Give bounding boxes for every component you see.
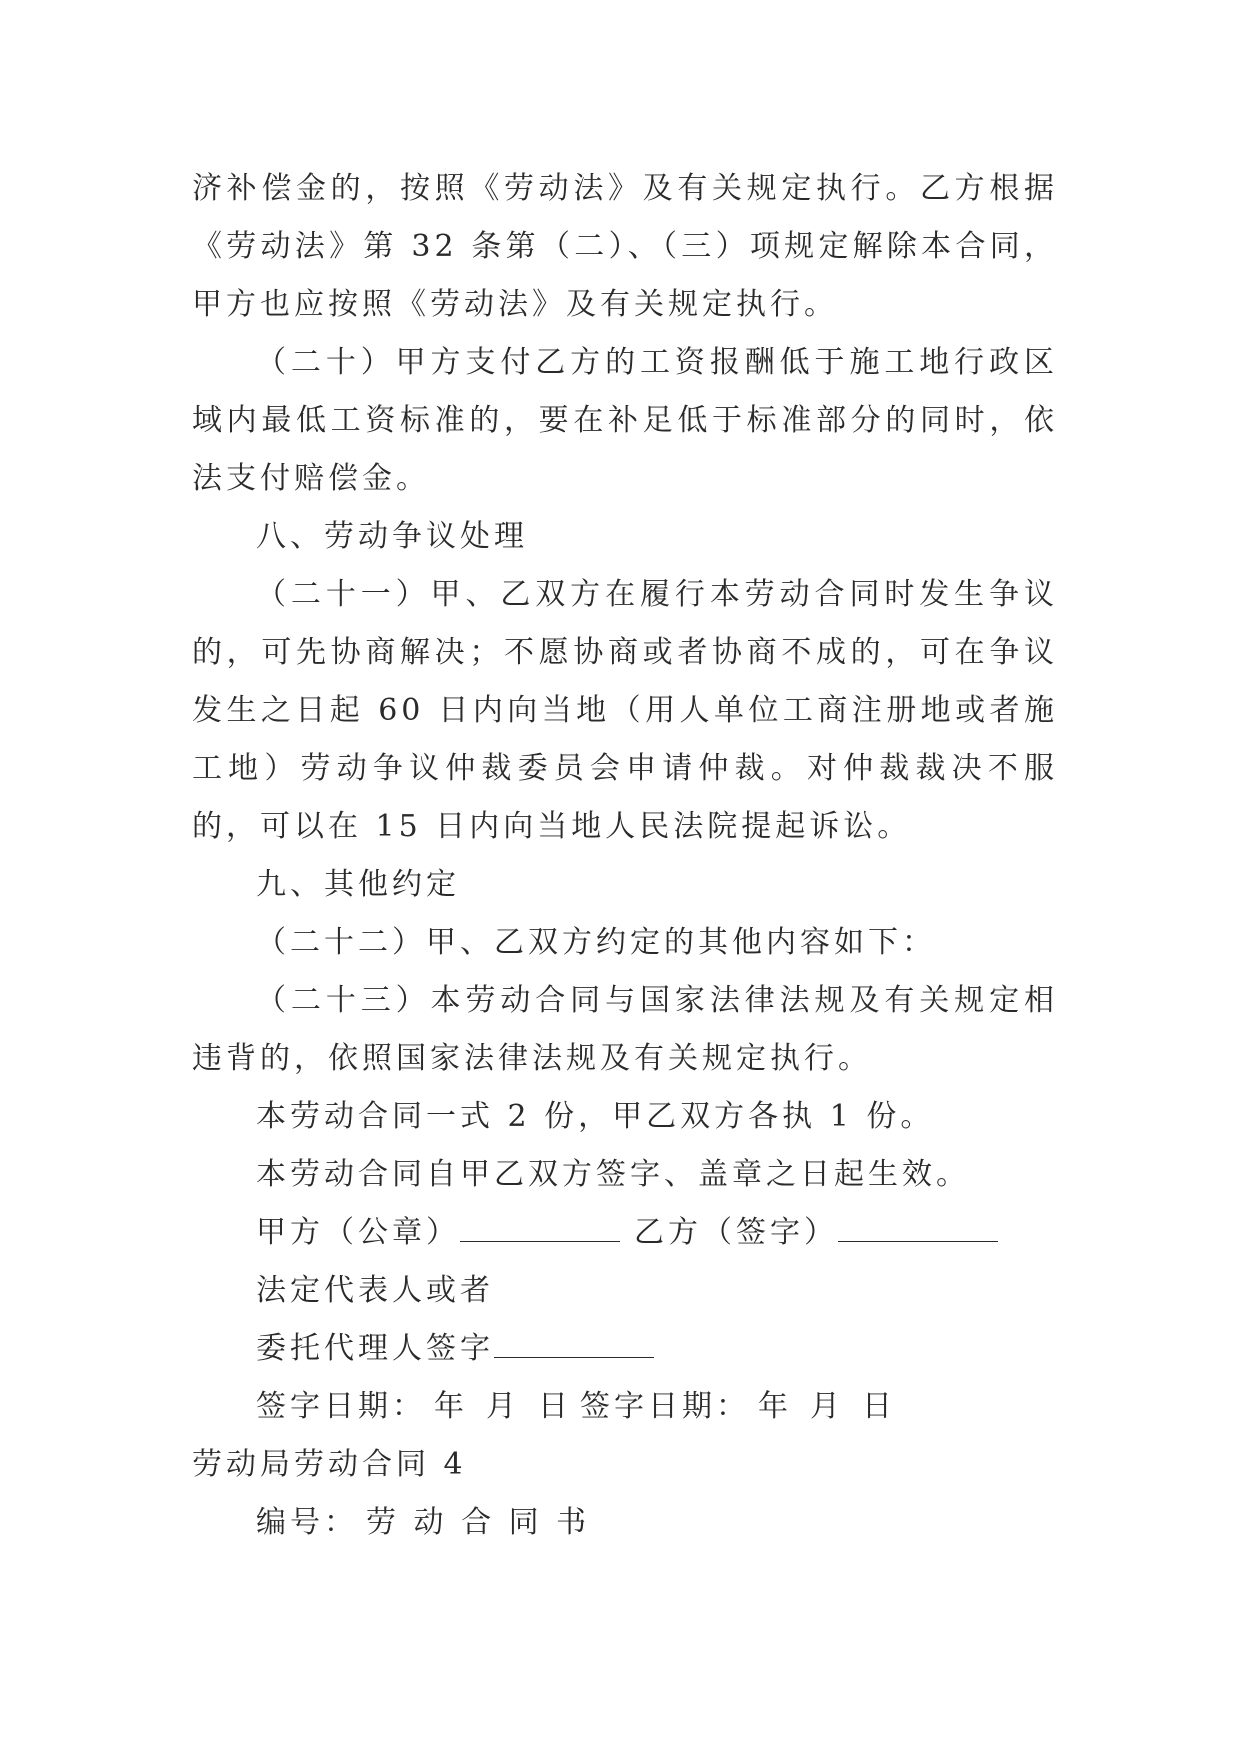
legal-representative-label: 法定代表人或者: [256, 1273, 494, 1308]
party-b-blank: [838, 1219, 998, 1242]
contract-book-title: 劳 动 合 同 书: [366, 1505, 591, 1540]
paragraph-clause-20: （二十）甲方支付乙方的工资报酬低于施工地行政区域内最低工资标准的，要在补足低于标准部分的同时，依法支付赔偿金。: [192, 345, 1058, 496]
date-label-b: 签字日期：: [580, 1389, 750, 1424]
month-b: 月: [810, 1389, 844, 1424]
signature-line-parties: [192, 1204, 1058, 1262]
next-document-title: 劳动局劳动合同 4: [192, 1447, 467, 1482]
day-a: 日: [538, 1389, 572, 1424]
paragraph-compensation: 济补偿金的，按照《劳动法》及有关规定执行。乙方根据《劳动法》第 32 条第（二）、（三）项规定解除本合同，甲方也应按照《劳动法》及有关规定执行。: [192, 171, 1058, 322]
agent-signature-label: 委托代理人签字: [256, 1331, 494, 1366]
paragraph-effective: 本劳动合同自甲乙双方签字、盖章之日起生效。: [256, 1157, 970, 1192]
document-body: [192, 160, 1058, 1552]
section-heading-other-agreements: 九、其他约定: [256, 867, 460, 902]
party-a-label: 甲方（公章）: [256, 1215, 460, 1250]
contract-number-line: [192, 1494, 1058, 1552]
party-b-label: 乙方（签字）: [634, 1215, 838, 1250]
signature-date-line: [192, 1378, 1058, 1436]
agent-signature-blank: [494, 1335, 654, 1358]
month-a: 月: [486, 1389, 520, 1424]
party-a-blank: [460, 1219, 620, 1242]
section-heading-labor-dispute: 八、劳动争议处理: [256, 519, 528, 554]
paragraph-clause-22: （二十二）甲、乙双方约定的其他内容如下：: [256, 925, 936, 960]
year-b: 年: [758, 1389, 792, 1424]
date-label-a: 签字日期：: [256, 1389, 426, 1424]
paragraph-copies: 本劳动合同一式 2 份，甲乙双方各执 1 份。: [256, 1099, 935, 1134]
year-a: 年: [434, 1389, 468, 1424]
paragraph-clause-21: （二十一）甲、乙双方在履行本劳动合同时发生争议的，可先协商解决；不愿协商或者协商不成的，可在争议发生之日起 60 日内向当地（用人单位工商注册地或者施工地）劳动争议仲裁委员会申请仲裁。对仲裁裁决不服的，可以在 15 日内向当地人民法院提起诉讼。: [192, 577, 1058, 844]
agent-signature-line: [192, 1320, 1058, 1378]
number-label: 编号：: [256, 1505, 358, 1540]
paragraph-clause-23: （二十三）本劳动合同与国家法律法规及有关规定相违背的，依照国家法律法规及有关规定执行。: [192, 983, 1058, 1076]
day-b: 日: [862, 1389, 896, 1424]
